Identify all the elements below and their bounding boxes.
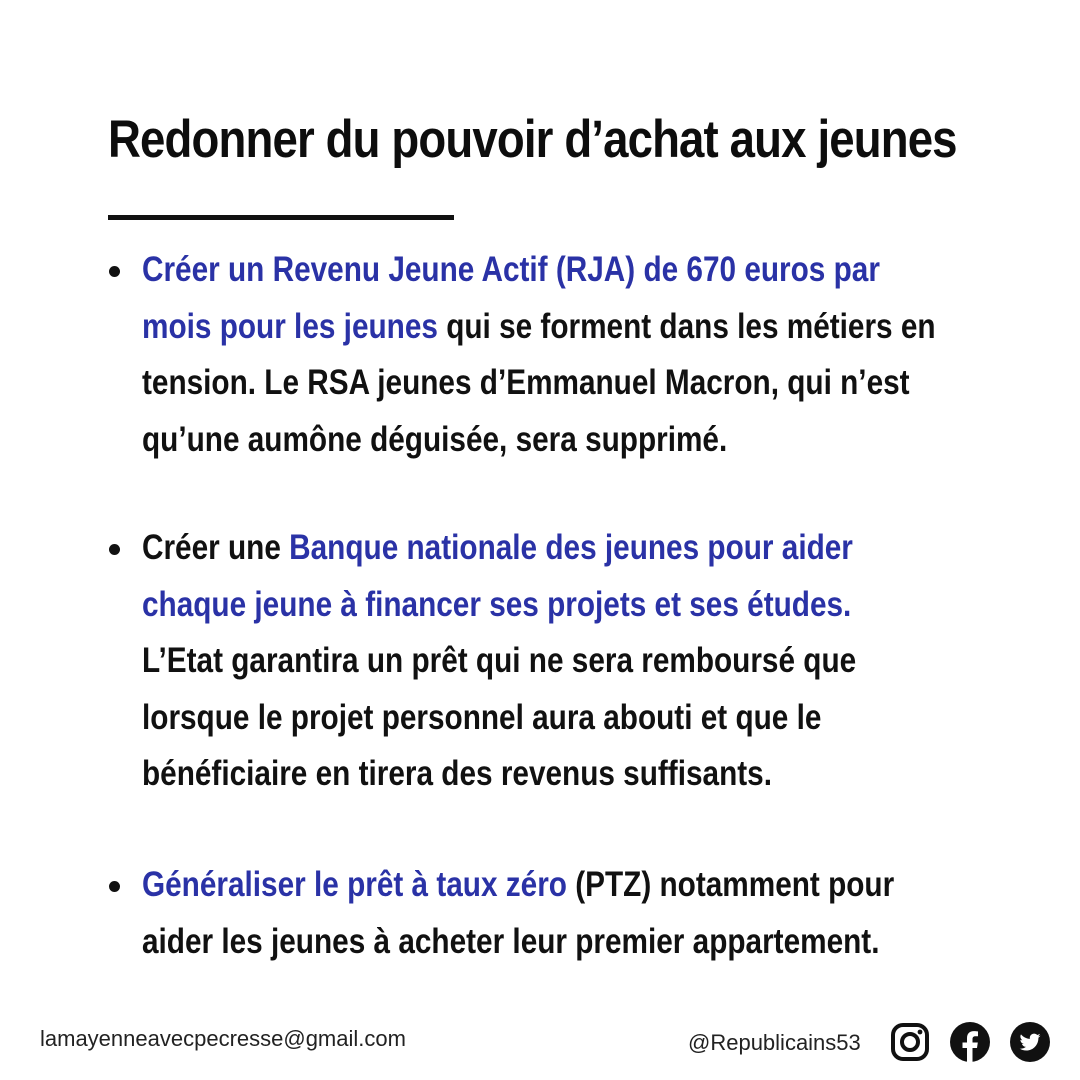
highlighted-text: Banque nationale des jeunes pour aider <box>289 528 853 567</box>
body-text: tension. Le RSA jeunes d’Emmanuel Macron, qui n’est <box>142 363 910 403</box>
bullet-dot <box>109 266 120 277</box>
bullet-text <box>142 520 1009 803</box>
body-text: qu’une aumône déguisée, sera supprimé. <box>142 419 728 459</box>
bullet-line <box>142 633 1009 690</box>
bullet-line <box>142 690 1009 747</box>
body-text: (PTZ) notamment pour <box>566 865 895 904</box>
highlighted-text: mois pour les jeunes <box>142 306 438 346</box>
bullet-line <box>142 577 1009 634</box>
contact-email[interactable]: lamayenneavecpecresse@gmail.com <box>40 1026 406 1051</box>
title-underline <box>108 215 454 220</box>
twitter-icon[interactable] <box>1010 1022 1050 1062</box>
highlighted-text: Généraliser le prêt à taux zéro <box>142 865 567 904</box>
bullet-line <box>142 857 1009 914</box>
bullet-line <box>142 914 1009 971</box>
bullet-line <box>142 242 1009 299</box>
bullet-line <box>142 520 1009 577</box>
social-handle[interactable]: @Republicains53 <box>688 1030 861 1055</box>
body-text: Créer une <box>142 528 290 567</box>
page-title: Redonner du pouvoir d’achat aux jeunes <box>108 110 957 169</box>
body-text: bénéficiaire en tirera des revenus suffisants. <box>142 754 772 794</box>
body-text: L’Etat garantira un prêt qui ne sera remboursé que <box>142 641 857 681</box>
facebook-icon[interactable] <box>950 1022 990 1062</box>
body-text: qui se forment dans les métiers en <box>437 306 936 346</box>
bullet-line <box>142 412 1009 469</box>
bullet-line <box>142 355 1009 412</box>
highlighted-text: Créer un Revenu Jeune Actif (RJA) de 670 euros par <box>142 250 880 289</box>
bullet-dot <box>109 881 120 892</box>
body-text: lorsque le projet personnel aura abouti et que le <box>142 697 822 737</box>
instagram-icon[interactable] <box>890 1022 930 1062</box>
body-text: aider les jeunes à acheter leur premier appartement. <box>142 921 880 961</box>
bullet-dot <box>109 544 120 555</box>
bullet-line <box>142 746 1009 803</box>
highlighted-text: chaque jeune à financer ses projets et ses études. <box>142 584 852 624</box>
bullet-line <box>142 299 1009 356</box>
bullet-text <box>142 242 1009 468</box>
bullet-text <box>142 857 1009 970</box>
